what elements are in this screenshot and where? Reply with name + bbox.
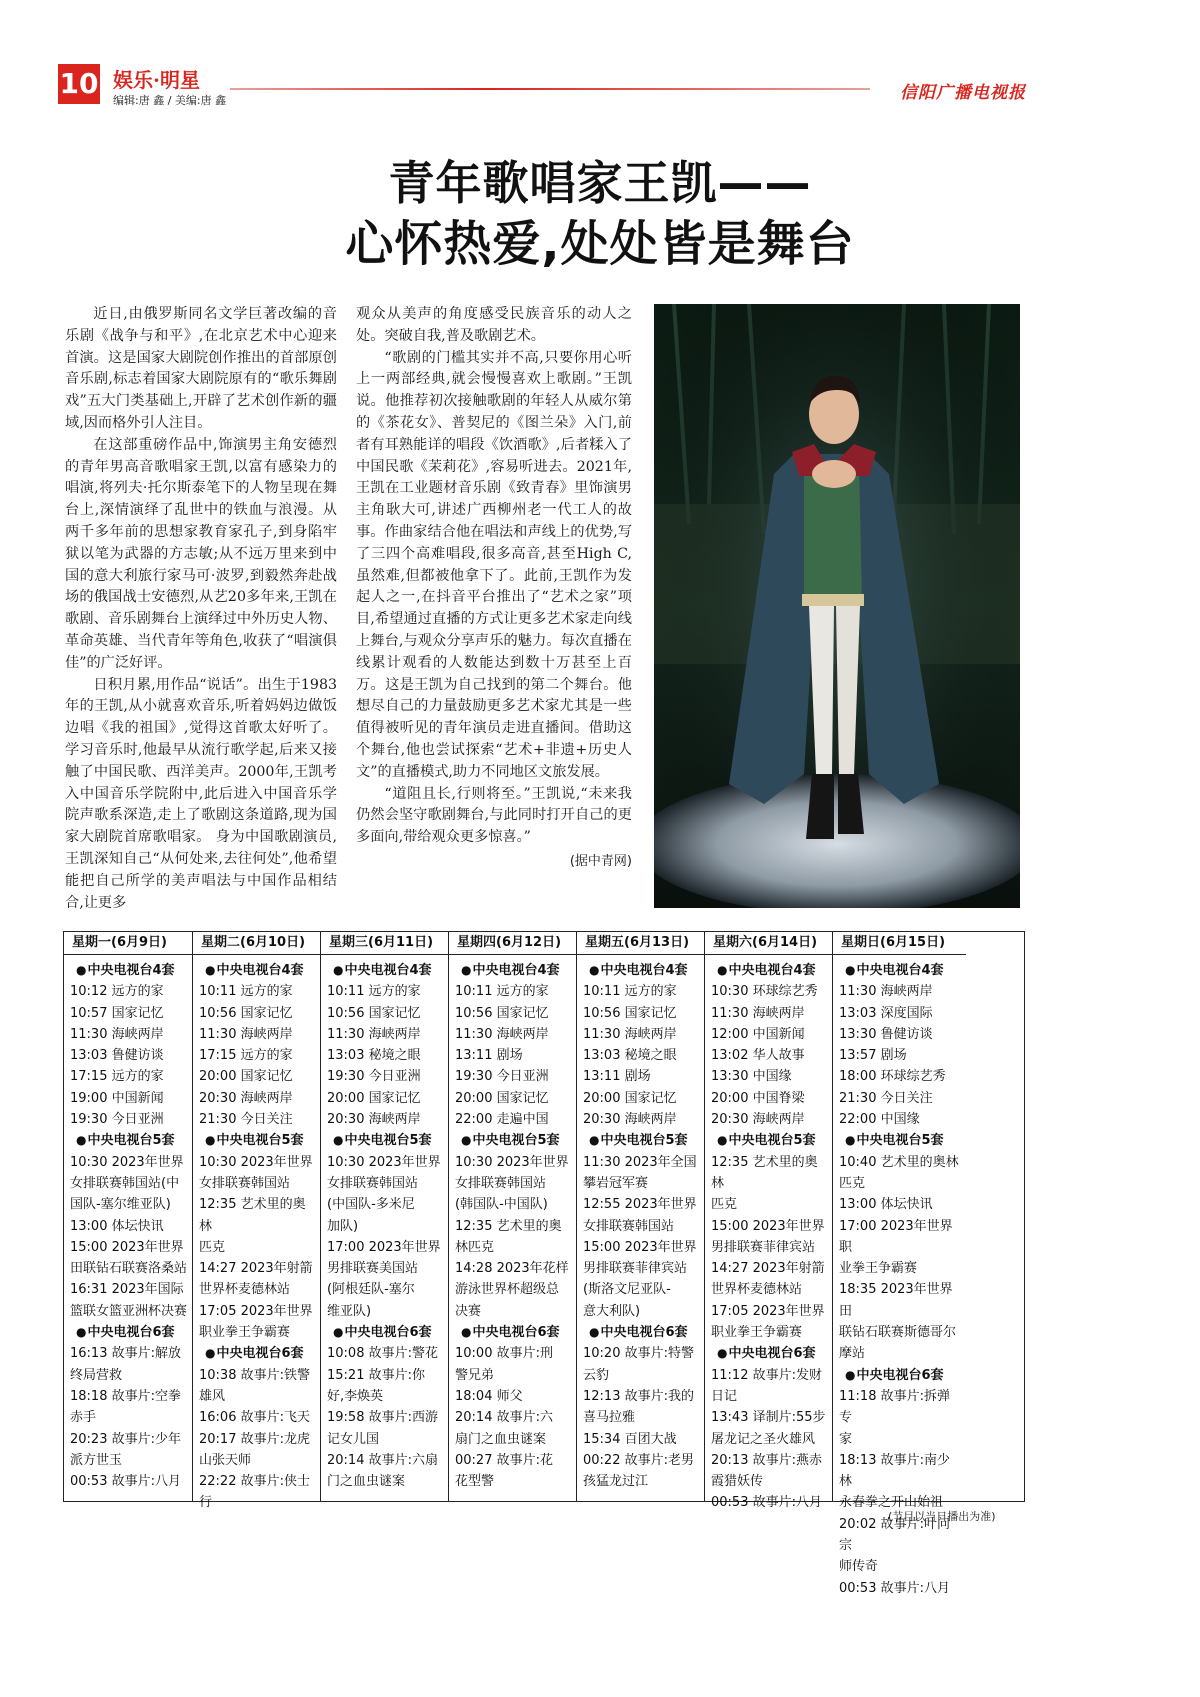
program-line: 20:02 故事片:叶问宗 bbox=[839, 1516, 950, 1554]
program-line: 20:00 国家记忆 bbox=[327, 1090, 421, 1106]
paragraph: 日积月累,用作品“说话”。出生于1983年的王凯,从小就喜欢音乐,听着妈妈边做饭边唱《我的祖国》,觉得这首歌太好听了。学习音乐时,他最早从流行歌学起,后来又接触了中国民歌、西洋美声。2000年,王凯考入中国音乐学院附中,此后进入中国音乐学院声歌系深造,走上了歌剧这条道路,现为国家大剧院首席歌唱家。 身为中国歌剧演员,王凯深知自己“从何处来,去往何处”,他希望能把自己所学的美声唱法与中国作品相结合,让更多 bbox=[65, 676, 337, 911]
program-line: 喜马拉雅 bbox=[583, 1410, 636, 1426]
channel-heading: ● 中央电视台6套 bbox=[711, 1343, 828, 1364]
program-line: (阿根廷队-塞尔 bbox=[327, 1282, 415, 1298]
channel-heading: ● 中央电视台6套 bbox=[839, 1365, 962, 1386]
program-line: 10:11 远方的家 bbox=[583, 984, 677, 1000]
schedule-day-header: 星期六(6月14日) bbox=[705, 932, 832, 955]
singer-stage-photo bbox=[654, 304, 1020, 908]
program-line: (中国队-多米尼 bbox=[327, 1197, 415, 1213]
schedule-day-header: 星期五(6月13日) bbox=[577, 932, 704, 955]
program-line: 11:30 2023年全国 bbox=[583, 1154, 697, 1170]
program-line: 12:00 中国新闻 bbox=[711, 1026, 805, 1042]
section-label bbox=[113, 64, 200, 93]
channel-heading: ● 中央电视台4套 bbox=[199, 960, 316, 981]
program-line: 林匹克 bbox=[455, 1239, 495, 1255]
program-line: 女排联赛韩国站 bbox=[583, 1218, 675, 1234]
schedule-day-header: 星期三(6月11日) bbox=[321, 932, 448, 955]
program-line: 终局营救 bbox=[70, 1367, 123, 1383]
schedule-day-body bbox=[321, 955, 448, 1492]
program-line: 00:53 故事片:八月 bbox=[839, 1580, 950, 1596]
program-line: 永春拳之开山始祖 bbox=[839, 1495, 944, 1511]
program-line: 20:30 海峡两岸 bbox=[327, 1112, 421, 1128]
schedule-day-body bbox=[577, 955, 704, 1492]
channel-heading: ● 中央电视台4套 bbox=[711, 960, 828, 981]
program-line: 女排联赛韩国站(中 bbox=[70, 1175, 180, 1191]
program-line: 家 bbox=[839, 1431, 853, 1447]
program-line: 13:03 深度国际 bbox=[839, 1005, 933, 1021]
program-line: 10:30 2023年世界 bbox=[70, 1154, 184, 1170]
schedule-note: (节目以当日播出为准) bbox=[888, 1510, 996, 1523]
program-line: 15:00 2023年世界 bbox=[70, 1239, 184, 1255]
program-line: 20:30 海峡两岸 bbox=[583, 1112, 677, 1128]
channel-heading: ● 中央电视台4套 bbox=[70, 960, 188, 981]
program-line: 17:05 2023年世界 bbox=[199, 1303, 313, 1319]
program-line: 联钻石联赛斯德哥尔 bbox=[839, 1325, 957, 1341]
program-line: (斯洛文尼亚队- bbox=[583, 1282, 671, 1298]
program-line: 15:21 故事片:你 bbox=[327, 1367, 425, 1383]
program-line: 11:30 海峡两岸 bbox=[199, 1026, 293, 1042]
program-line: 13:00 体坛快讯 bbox=[839, 1197, 933, 1213]
program-line: 19:58 故事片:西游 bbox=[327, 1410, 438, 1426]
program-line: 18:18 故事片:空拳 bbox=[70, 1388, 181, 1404]
program-line: 女排联赛韩国站 bbox=[455, 1175, 547, 1191]
program-line: 15:00 2023年世界 bbox=[711, 1218, 825, 1234]
program-line: 女排联赛韩国站 bbox=[199, 1175, 291, 1191]
program-line: 扇门之血虫谜案 bbox=[455, 1431, 547, 1447]
schedule-day-column bbox=[704, 932, 832, 1511]
program-line: 14:27 2023年射箭 bbox=[199, 1261, 313, 1277]
program-line: 12:35 艺术里的奥林 bbox=[199, 1197, 306, 1234]
paragraph: “歌剧的门槛其实并不高,只要你用心听上一两部经典,就会慢慢喜欢上歌剧。”王凯说。他推荐初次接触歌剧的年轻人从威尔第的《茶花女》、普契尼的《图兰朵》入门,前者有耳熟能详的唱段《饮酒歌》,后者糅入了中国民歌《茉莉花》,容易听进去。2021年,王凯在工业题材音乐剧《致青春》里饰演男主角耿大可,讲述广西柳州老一代工人的故事。作曲家结合他在唱法和声线上的优势,写了三四个高难唱段,很多高音,甚至High C,虽然难,但都被他拿下了。此前,王凯作为发起人之一,在抖音平台推出了“艺术之家”项目,希望通过直播的方式让更多艺术家走向线上舞台,与观众分享声乐的魅力。每次直播在线累计观看的人数能达到数十万甚至上百万。这是王凯为自己找到的第二个舞台。他想尽自己的力量鼓励更多艺术家尤其是一些值得被听见的青年演员走进直播间。借助这个舞台,他也尝试探索“艺术+非遗+历史人文”的直播模式,助力不同地区文旅发展。 bbox=[356, 349, 632, 780]
program-line: 女排联赛韩国站 bbox=[327, 1175, 419, 1191]
program-line: 13:03 鲁健访谈 bbox=[70, 1048, 164, 1064]
program-line: 17:00 2023年世界 bbox=[327, 1239, 441, 1255]
schedule-day-body bbox=[705, 955, 832, 1514]
paragraph: 在这部重磅作品中,饰演男主角安德烈的青年男高音歌唱家王凯,以富有感染力的唱演,将列夫·托尔斯泰笔下的人物呈现在舞台上,深情演绎了乱世中的铁血与浪漫。从两千多年前的思想家教育家孔子,到身陷牢狱以笔为武器的方志敏;从不远万里来到中国的意大利旅行家马可·波罗,到毅然奔赴战场的俄国战士安德烈,从艺20多年来,王凯在歌剧、音乐剧舞台上演绎过中外历史人物、革命英雄、当代青年等角色,收获了“唱演俱佳”的广泛好评。 bbox=[65, 436, 337, 671]
program-line: 国队-塞尔维亚队) bbox=[70, 1197, 171, 1213]
paragraph: 观众从美声的角度感受民族音乐的动人之处。突破自我,普及歌剧艺术。 bbox=[356, 306, 632, 344]
schedule-day-header: 星期日(6月15日) bbox=[833, 932, 966, 955]
program-line: 10:12 远方的家 bbox=[70, 984, 164, 1000]
program-line: 22:00 走遍中国 bbox=[455, 1112, 549, 1128]
program-line: 19:30 今日亚洲 bbox=[327, 1069, 421, 1085]
program-line: 16:31 2023年国际 bbox=[70, 1282, 184, 1298]
channel-heading: ● 中央电视台6套 bbox=[583, 1322, 700, 1343]
article-column-2 bbox=[356, 304, 632, 873]
program-line: 10:56 国家记忆 bbox=[583, 1005, 677, 1021]
program-line: 匹克 bbox=[711, 1197, 738, 1213]
program-line: 雄风 bbox=[199, 1388, 226, 1404]
program-line: 11:18 故事片:拆弹专 bbox=[839, 1388, 950, 1426]
program-line: 世界杯麦德林站 bbox=[199, 1282, 291, 1298]
program-line: 10:08 故事片:警花 bbox=[327, 1346, 438, 1362]
program-line: 21:30 今日关注 bbox=[199, 1112, 293, 1128]
program-line: 20:00 国家记忆 bbox=[199, 1069, 293, 1085]
program-line: 13:57 剧场 bbox=[839, 1048, 907, 1064]
program-line: 14:27 2023年射箭 bbox=[711, 1261, 825, 1277]
program-line: 15:34 百团大战 bbox=[583, 1431, 677, 1447]
article-source: (据中青网) bbox=[569, 853, 632, 869]
program-line: 匹克 bbox=[839, 1175, 866, 1191]
program-line: 山张天师 bbox=[199, 1452, 252, 1468]
program-line: 12:55 2023年世界 bbox=[583, 1197, 697, 1213]
program-line: 00:53 故事片:八月 bbox=[70, 1474, 181, 1490]
program-line: 行 bbox=[199, 1495, 213, 1511]
editor-credits: 编辑:唐 鑫 / 美编:唐 鑫 bbox=[113, 94, 227, 107]
program-line: 记女儿国 bbox=[327, 1431, 380, 1447]
schedule-day-column bbox=[448, 932, 576, 1501]
program-line: 11:30 海峡两岸 bbox=[455, 1026, 549, 1042]
program-line: 门之血虫谜案 bbox=[327, 1474, 406, 1490]
channel-heading: ● 中央电视台6套 bbox=[70, 1322, 188, 1343]
program-line: 13:30 中国缘 bbox=[711, 1069, 792, 1085]
schedule-day-body bbox=[64, 955, 192, 1492]
program-line: 业拳王争霸赛 bbox=[839, 1261, 918, 1277]
program-line: 10:11 远方的家 bbox=[455, 984, 549, 1000]
program-line: 17:00 2023年世界职 bbox=[839, 1218, 953, 1255]
channel-heading: ● 中央电视台4套 bbox=[327, 960, 444, 981]
program-line: 13:03 秘境之眼 bbox=[583, 1048, 677, 1064]
program-line: 20:23 故事片:少年 bbox=[70, 1431, 181, 1447]
program-line: 18:35 2023年世界田 bbox=[839, 1282, 953, 1319]
program-line: 12:35 艺术里的奥 bbox=[455, 1218, 562, 1234]
program-line: 世界杯麦德林站 bbox=[711, 1282, 803, 1298]
program-line: 10:56 国家记忆 bbox=[199, 1005, 293, 1021]
program-line: 19:30 今日亚洲 bbox=[70, 1112, 164, 1128]
section-name: 娱乐· bbox=[113, 68, 160, 92]
program-line: 10:11 远方的家 bbox=[199, 984, 293, 1000]
schedule-day-body bbox=[449, 955, 576, 1492]
program-line: 警兄弟 bbox=[455, 1367, 495, 1383]
program-line: 10:40 艺术里的奥林 bbox=[839, 1154, 959, 1170]
program-line: 11:30 海峡两岸 bbox=[70, 1026, 164, 1042]
program-line: 15:00 2023年世界 bbox=[583, 1239, 697, 1255]
program-line: 18:00 环球综艺秀 bbox=[839, 1069, 946, 1085]
program-line: 10:30 2023年世界 bbox=[455, 1154, 569, 1170]
channel-heading: ● 中央电视台4套 bbox=[839, 960, 962, 981]
program-line: 好,李焕英 bbox=[327, 1388, 384, 1404]
page-number: 10 bbox=[58, 64, 100, 104]
program-line: 篮联女篮亚洲杯决赛 bbox=[70, 1303, 188, 1319]
program-line: 11:30 海峡两岸 bbox=[583, 1026, 677, 1042]
schedule-day-column bbox=[64, 932, 192, 1501]
program-line: 20:00 国家记忆 bbox=[583, 1090, 677, 1106]
program-line: 00:22 故事片:老男 bbox=[583, 1452, 694, 1468]
program-line: 云豹 bbox=[583, 1367, 610, 1383]
channel-heading: ● 中央电视台5套 bbox=[455, 1130, 572, 1151]
program-line: 11:30 海峡两岸 bbox=[839, 984, 933, 1000]
program-line: 师传奇 bbox=[839, 1559, 879, 1575]
program-line: 赤手 bbox=[70, 1410, 97, 1426]
paragraph: “道阻且长,行则将至。”王凯说,“未来我仍然会坚守歌剧舞台,与此同时打开自己的更多面向,带给观众更多惊喜。” bbox=[356, 785, 632, 846]
program-line: 10:56 国家记忆 bbox=[327, 1005, 421, 1021]
program-line: 20:00 中国脊梁 bbox=[711, 1090, 805, 1106]
program-line: 18:04 师父 bbox=[455, 1388, 523, 1404]
program-line: 日记 bbox=[711, 1388, 738, 1404]
program-line: 维亚队) bbox=[327, 1303, 372, 1319]
program-line: 19:00 中国新闻 bbox=[70, 1090, 164, 1106]
program-line: 攀岩冠军赛 bbox=[583, 1175, 649, 1191]
program-line: 16:06 故事片:飞天 bbox=[199, 1410, 310, 1426]
program-line: 16:13 故事片:解放 bbox=[70, 1346, 181, 1362]
program-line: 13:11 剧场 bbox=[455, 1048, 523, 1064]
program-line: 10:20 故事片:特警 bbox=[583, 1346, 694, 1362]
section-sub: 明星 bbox=[159, 68, 200, 92]
channel-heading: ● 中央电视台5套 bbox=[711, 1130, 828, 1151]
header-rule bbox=[230, 88, 870, 90]
schedule-day-column bbox=[576, 932, 704, 1501]
program-line: 男排联赛菲律宾站 bbox=[583, 1261, 688, 1277]
program-line: 霞猎妖传 bbox=[711, 1474, 764, 1490]
program-line: 17:15 远方的家 bbox=[199, 1048, 293, 1064]
schedule-day-body bbox=[193, 955, 320, 1514]
program-line: 20:13 故事片:燕赤 bbox=[711, 1452, 822, 1468]
program-line: 屠龙记之圣火雄风 bbox=[711, 1431, 816, 1447]
program-line: 10:38 故事片:铁警 bbox=[199, 1367, 310, 1383]
program-line: 11:30 海峡两岸 bbox=[327, 1026, 421, 1042]
program-line: 18:13 故事片:南少林 bbox=[839, 1452, 950, 1490]
program-line: 男排联赛美国站 bbox=[327, 1261, 419, 1277]
program-line: 20:00 国家记忆 bbox=[455, 1090, 549, 1106]
program-line: 10:30 2023年世界 bbox=[327, 1154, 441, 1170]
program-line: 14:28 2023年花样 bbox=[455, 1261, 569, 1277]
program-line: 摩站 bbox=[839, 1346, 866, 1362]
channel-heading: ● 中央电视台4套 bbox=[455, 960, 572, 981]
program-line: 游泳世界杯超级总 bbox=[455, 1282, 560, 1298]
program-line: 意大利队) bbox=[583, 1303, 641, 1319]
program-line: (韩国队-中国队) bbox=[455, 1197, 548, 1213]
program-line: 17:15 远方的家 bbox=[70, 1069, 164, 1085]
program-line: 10:30 环球综艺秀 bbox=[711, 984, 818, 1000]
program-line: 20:17 故事片:龙虎 bbox=[199, 1431, 310, 1447]
program-line: 12:35 艺术里的奥林 bbox=[711, 1154, 818, 1191]
program-line: 花型警 bbox=[455, 1474, 495, 1490]
channel-heading: ● 中央电视台6套 bbox=[455, 1322, 572, 1343]
program-line: 13:03 秘境之眼 bbox=[327, 1048, 421, 1064]
program-line: 17:05 2023年世界 bbox=[711, 1303, 825, 1319]
program-line: 22:00 中国缘 bbox=[839, 1112, 920, 1128]
schedule-day-column bbox=[320, 932, 448, 1501]
channel-heading: ● 中央电视台5套 bbox=[70, 1130, 188, 1151]
channel-heading: ● 中央电视台6套 bbox=[199, 1343, 316, 1364]
program-line: 13:30 鲁健访谈 bbox=[839, 1026, 933, 1042]
schedule-day-header: 星期一(6月9日) bbox=[64, 932, 192, 955]
channel-heading: ● 中央电视台6套 bbox=[327, 1322, 444, 1343]
channel-heading: ● 中央电视台5套 bbox=[839, 1130, 962, 1151]
program-line: 20:14 故事片:六扇 bbox=[327, 1452, 438, 1468]
program-line: 13:11 剧场 bbox=[583, 1069, 651, 1085]
schedule-day-header: 星期四(6月12日) bbox=[449, 932, 576, 955]
program-line: 男排联赛菲律宾站 bbox=[711, 1239, 816, 1255]
article-column-1 bbox=[65, 304, 337, 914]
article-title-line1: 青年歌唱家王凯—— bbox=[388, 156, 812, 210]
program-line: 10:56 国家记忆 bbox=[455, 1005, 549, 1021]
program-line: 加队) bbox=[327, 1218, 359, 1234]
channel-heading: ● 中央电视台5套 bbox=[583, 1130, 700, 1151]
program-line: 20:30 海峡两岸 bbox=[199, 1090, 293, 1106]
program-line: 10:00 故事片:刑 bbox=[455, 1346, 553, 1362]
paper-name: 信阳广播电视报 bbox=[900, 83, 1026, 103]
article-title-line2: 心怀热爱,处处皆是舞台 bbox=[345, 216, 855, 272]
channel-heading: ● 中央电视台5套 bbox=[199, 1130, 316, 1151]
program-line: 职业拳王争霸赛 bbox=[711, 1325, 803, 1341]
program-line: 00:27 故事片:花 bbox=[455, 1452, 553, 1468]
channel-heading: ● 中央电视台4套 bbox=[583, 960, 700, 981]
program-line: 11:30 海峡两岸 bbox=[711, 1005, 805, 1021]
schedule-day-header: 星期二(6月10日) bbox=[193, 932, 320, 955]
program-line: 13:02 华人故事 bbox=[711, 1048, 805, 1064]
program-line: 孩猛龙过江 bbox=[583, 1474, 649, 1490]
program-line: 13:43 译制片:55步 bbox=[711, 1410, 826, 1426]
program-line: 20:30 海峡两岸 bbox=[711, 1112, 805, 1128]
program-line: 20:14 故事片:六 bbox=[455, 1410, 553, 1426]
program-line: 职业拳王争霸赛 bbox=[199, 1325, 291, 1341]
program-line: 13:00 体坛快讯 bbox=[70, 1218, 164, 1234]
schedule-day-body bbox=[833, 955, 966, 1599]
schedule-day-column bbox=[192, 932, 320, 1511]
program-line: 田联钻石联赛洛桑站 bbox=[70, 1261, 188, 1277]
channel-heading: ● 中央电视台5套 bbox=[327, 1130, 444, 1151]
program-line: 10:30 2023年世界 bbox=[199, 1154, 313, 1170]
stage-photo-illustration bbox=[654, 304, 1020, 908]
program-line: 00:53 故事片:八月 bbox=[711, 1495, 822, 1511]
program-line: 22:22 故事片:侠士 bbox=[199, 1474, 310, 1490]
program-line: 10:11 远方的家 bbox=[327, 984, 421, 1000]
program-line: 匹克 bbox=[199, 1239, 226, 1255]
program-line: 10:57 国家记忆 bbox=[70, 1005, 164, 1021]
program-line: 11:12 故事片:发财 bbox=[711, 1367, 822, 1383]
program-line: 21:30 今日关注 bbox=[839, 1090, 933, 1106]
program-line: 派方世玉 bbox=[70, 1452, 123, 1468]
program-line: 决赛 bbox=[455, 1303, 482, 1319]
program-line: 19:30 今日亚洲 bbox=[455, 1069, 549, 1085]
program-line: 12:13 故事片:我的 bbox=[583, 1388, 694, 1404]
paragraph: 近日,由俄罗斯同名文学巨著改编的音乐剧《战争与和平》,在北京艺术中心迎来首演。这是国家大剧院创作推出的首部原创音乐剧,标志着国家大剧院原有的“歌乐舞剧戏”五大门类基础上,开辟了艺术创作新的疆域,因而格外引人注目。 bbox=[65, 306, 337, 431]
